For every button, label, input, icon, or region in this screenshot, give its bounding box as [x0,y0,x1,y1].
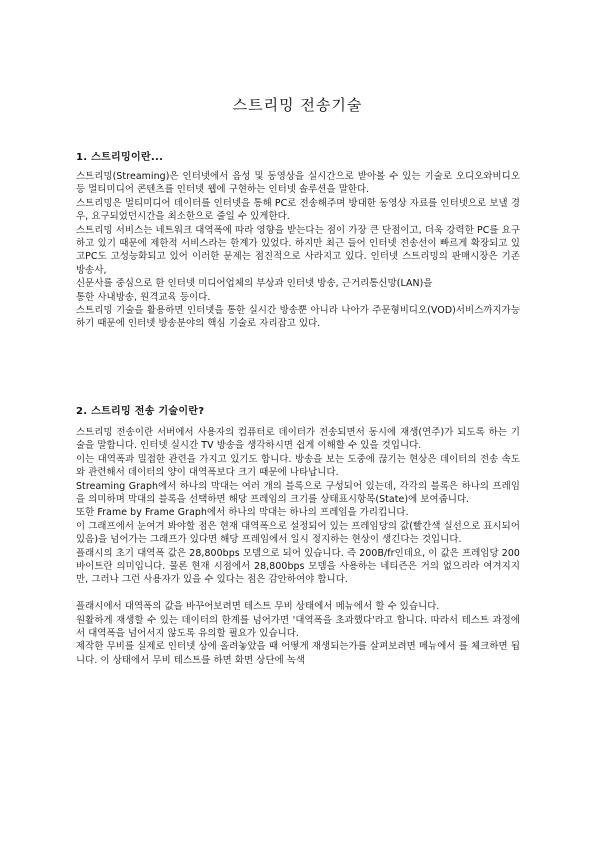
paragraph-spacer [76,587,520,600]
section-2-heading: 2. 스트리밍 전송 기술이란? [76,406,205,417]
section-1-paragraph: 신문사를 중심으로 한 인터넷 미디어업체의 부상과 인터넷 방송, 근거리통신망(LAN)을 [76,278,433,290]
section-2-paragraph: 플래시의 초기 대역폭 값은 28,800bps 모뎀으로 되어 있습니다. 즉 200B/fr인데요, 이 값은 프레임당 200바이트란 의미입니다. 물론 현재 시점에서 28,800bps 모뎀을 사용하는 네티즌은 거의 없으리라 여겨지지만, 그러나 그런 사용자가 있을 수 있다는 점은 감안하여야 합니다. [76,547,520,586]
section-2-paragraph: 원활하게 재생할 수 있는 데이터의 한계를 넘어가면 '대역폭을 초과했다'라고 합니다. 따라서 테스트 과정에서 대역폭을 넘어서지 않도록 유의할 필요가 있습니다. [76,614,520,640]
section-2-paragraph: 플래시에서 대역폭의 값을 바꾸어보려면 테스트 무비 상태에서 메뉴에서 할 수 있습니다. [76,601,440,613]
section-1-body [76,170,520,331]
section-2-paragraph: 제작한 무비를 실제로 인터넷 상에 올려놓았을 때 어떻게 재생되는가를 살펴보려면 메뉴에서 를 체크하면 됩니다. 이 상태에서 무비 테스트를 하면 화면 상단에 녹색 [76,641,520,666]
section-2-paragraph: 이 그래프에서 눈여겨 봐야할 점은 현재 대역폭으로 설정되어 있는 프레임당의 값(빨간색 실선으로 표시되어 있음)을 넘어가는 그래프가 있다면 해당 프레임에서 일시 정지하는 현상이 생긴다는 것입니다. [76,520,520,546]
section-1-paragraph: 스트리밍 서비스는 네트워크 대역폭에 따라 영향을 받는다는 점이 가장 큰 단점이고, 더욱 강력한 PC를 요구하고 있기 때문에 제한적 서비스라는 한계가 있었다. 하지만 최근 들어 인터넷 전송선이 빠르게 확장되고 있고PC도 고성능화되고 있어 이러한 문제는 점진적으로 사라지고 있다. 인터넷 스트리밍의 판매시장은 기존 방송사, [76,224,520,276]
section-2-paragraph: 이는 대역폭과 밀접한 관련을 가지고 있기도 합니다. 방송을 보는 도중에 끊기는 현상은 데이터의 전송 속도와 관련해서 데이터의 양이 대역폭보다 크기 때문에 나타납니다. [76,453,520,479]
section-2-paragraph: 또한 Frame by Frame Graph에서 하나의 막대는 하나의 프레임을 가리킵니다. [76,507,409,519]
section-1-paragraph: 통한 사내방송, 원격교육 등이다. [76,291,211,303]
section-1-heading: 1. 스트리밍이란... [76,152,164,163]
section-2-paragraph: Streaming Graph에서 하나의 막대는 여러 개의 블록으로 구성되어 있는데, 각각의 블록은 하나의 프레임을 의미하며 막대의 블록을 선택하면 해당 프레임의 크기를 상태표시항목(State)에 보여줍니다. [76,480,520,506]
section-2-body [76,426,520,667]
section-1-paragraph: 스트리밍 기술을 활용하면 인터넷을 통한 실시간 방송뿐 아니라 나아가 주문형비디오(VOD)서비스까지가능하기 때문에 인터넷 방송분야의 핵심 기술로 자리잡고 있다. [76,305,520,330]
section-1-paragraph: 스트리밍(Streaming)은 인터넷에서 음성 및 동영상을 실시간으로 받아볼 수 있는 기술로 오디오와비디오 등 멀티미디어 콘텐츠를 인터넷 웹에 구현하는 인터넷 솔루션을 말한다. [76,171,520,196]
section-1-paragraph: 스트리밍은 멀티미디어 데이터를 인터넷을 통해 PC로 전송해주며 방대한 동영상 자료를 인터넷으로 보낼 경우, 요구되었던시간을 최소한으로 줄일 수 있게한다. [76,197,520,223]
page-title: 스트리밍 전송기술 [232,96,363,114]
section-2-paragraph: 스트리밍 전송이란 서버에서 사용자의 컴퓨터로 데이터가 전송되면서 동시에 재생(연주)가 되도록 하는 기술을 말합니다. 인터넷 실시간 TV 방송을 생각하시면 쉽게 이해할 수 있을 것입니다. [76,427,520,452]
